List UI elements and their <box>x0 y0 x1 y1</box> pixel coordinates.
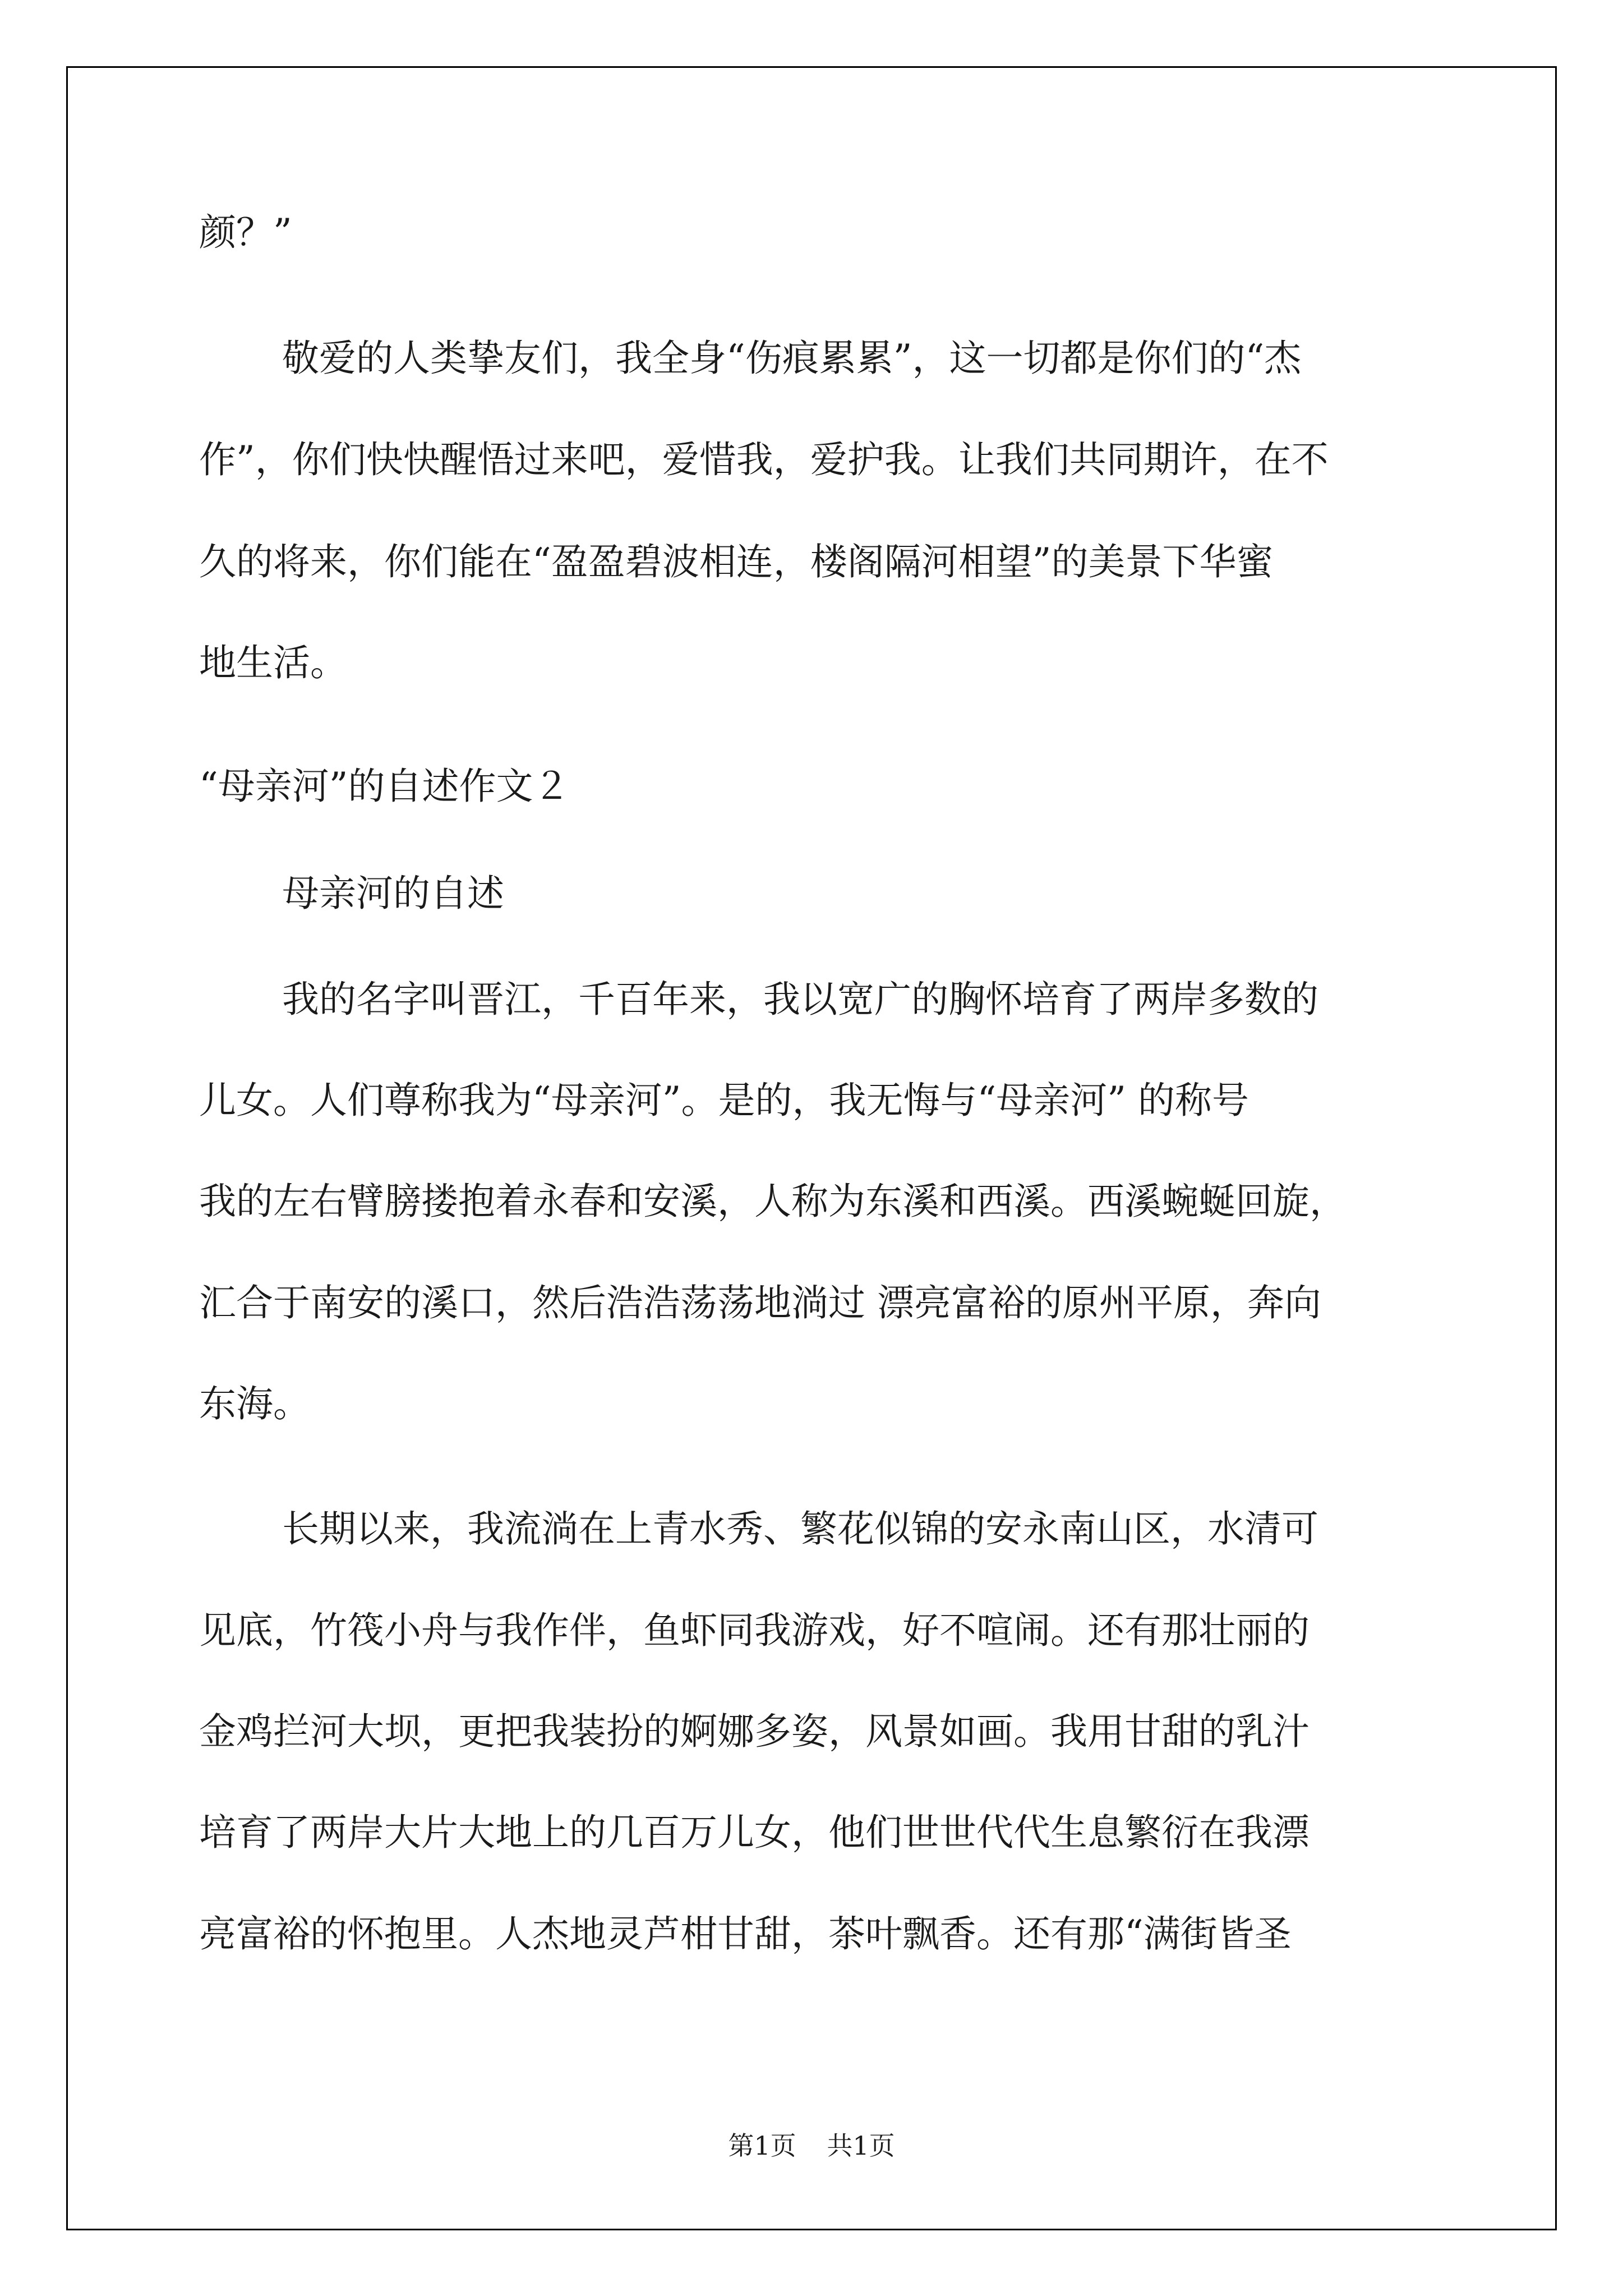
text-line: 金鸡拦河大坝，更把我装扮的婀娜多姿，风景如画。我用甘甜的乳汁 <box>199 1710 1310 1753</box>
text-line: 儿女。人们尊称我为“母亲河”。是的，我无悔与“母亲河” 的称号 <box>199 1079 1249 1122</box>
text-line: 作”，你们快快醒悟过来吧，爱惜我，爱护我。让我们共同期许，在不 <box>199 438 1329 481</box>
text-line: 培育了两岸大片大地上的几百万儿女，他们世世代代生息繁衍在我漂 <box>199 1811 1310 1854</box>
paragraph-first-line: 长期以来，我流淌在上青水秀、繁花似锦的安永南山区，水清可 <box>282 1507 1318 1550</box>
text-line: 见底，竹筏小舟与我作伴，鱼虾同我游戏，好不喧闹。还有那壮丽的 <box>199 1609 1310 1652</box>
text-line: 地生活。 <box>199 641 347 684</box>
page-total: 共1页 <box>827 2131 895 2161</box>
paragraph-first-line: 我的名字叫晋江，千百年来，我以宽广的胸怀培育了两岸多数的 <box>282 978 1318 1021</box>
page-number: 第1页 <box>728 2131 796 2161</box>
page-footer <box>0 2129 1623 2162</box>
text-line: 东海。 <box>199 1382 310 1425</box>
section-heading: “母亲河”的自述作文２ <box>199 765 570 808</box>
article-title: 母亲河的自述 <box>282 872 504 915</box>
text-line: 亮富裕的怀抱里。人杰地灵芦柑甘甜，茶叶飘香。还有那“满街皆圣 <box>199 1912 1292 1955</box>
text-line: 汇合于南安的溪口，然后浩浩荡荡地淌过 漂亮富裕的原州平原，奔向 <box>199 1281 1321 1324</box>
page-border <box>66 66 1557 2230</box>
text-line: 颜？” <box>199 211 292 254</box>
text-line: 我的左右臂膀搂抱着永春和安溪，人称为东溪和西溪。西溪蜿蜒回旋， <box>199 1180 1347 1223</box>
paragraph-first-line: 敬爱的人类挚友们，我全身“伤痕累累”，这一切都是你们的“杰 <box>282 337 1302 380</box>
text-line: 久的将来，你们能在“盈盈碧波相连，楼阁隔河相望”的美景下华蜜 <box>199 540 1274 583</box>
